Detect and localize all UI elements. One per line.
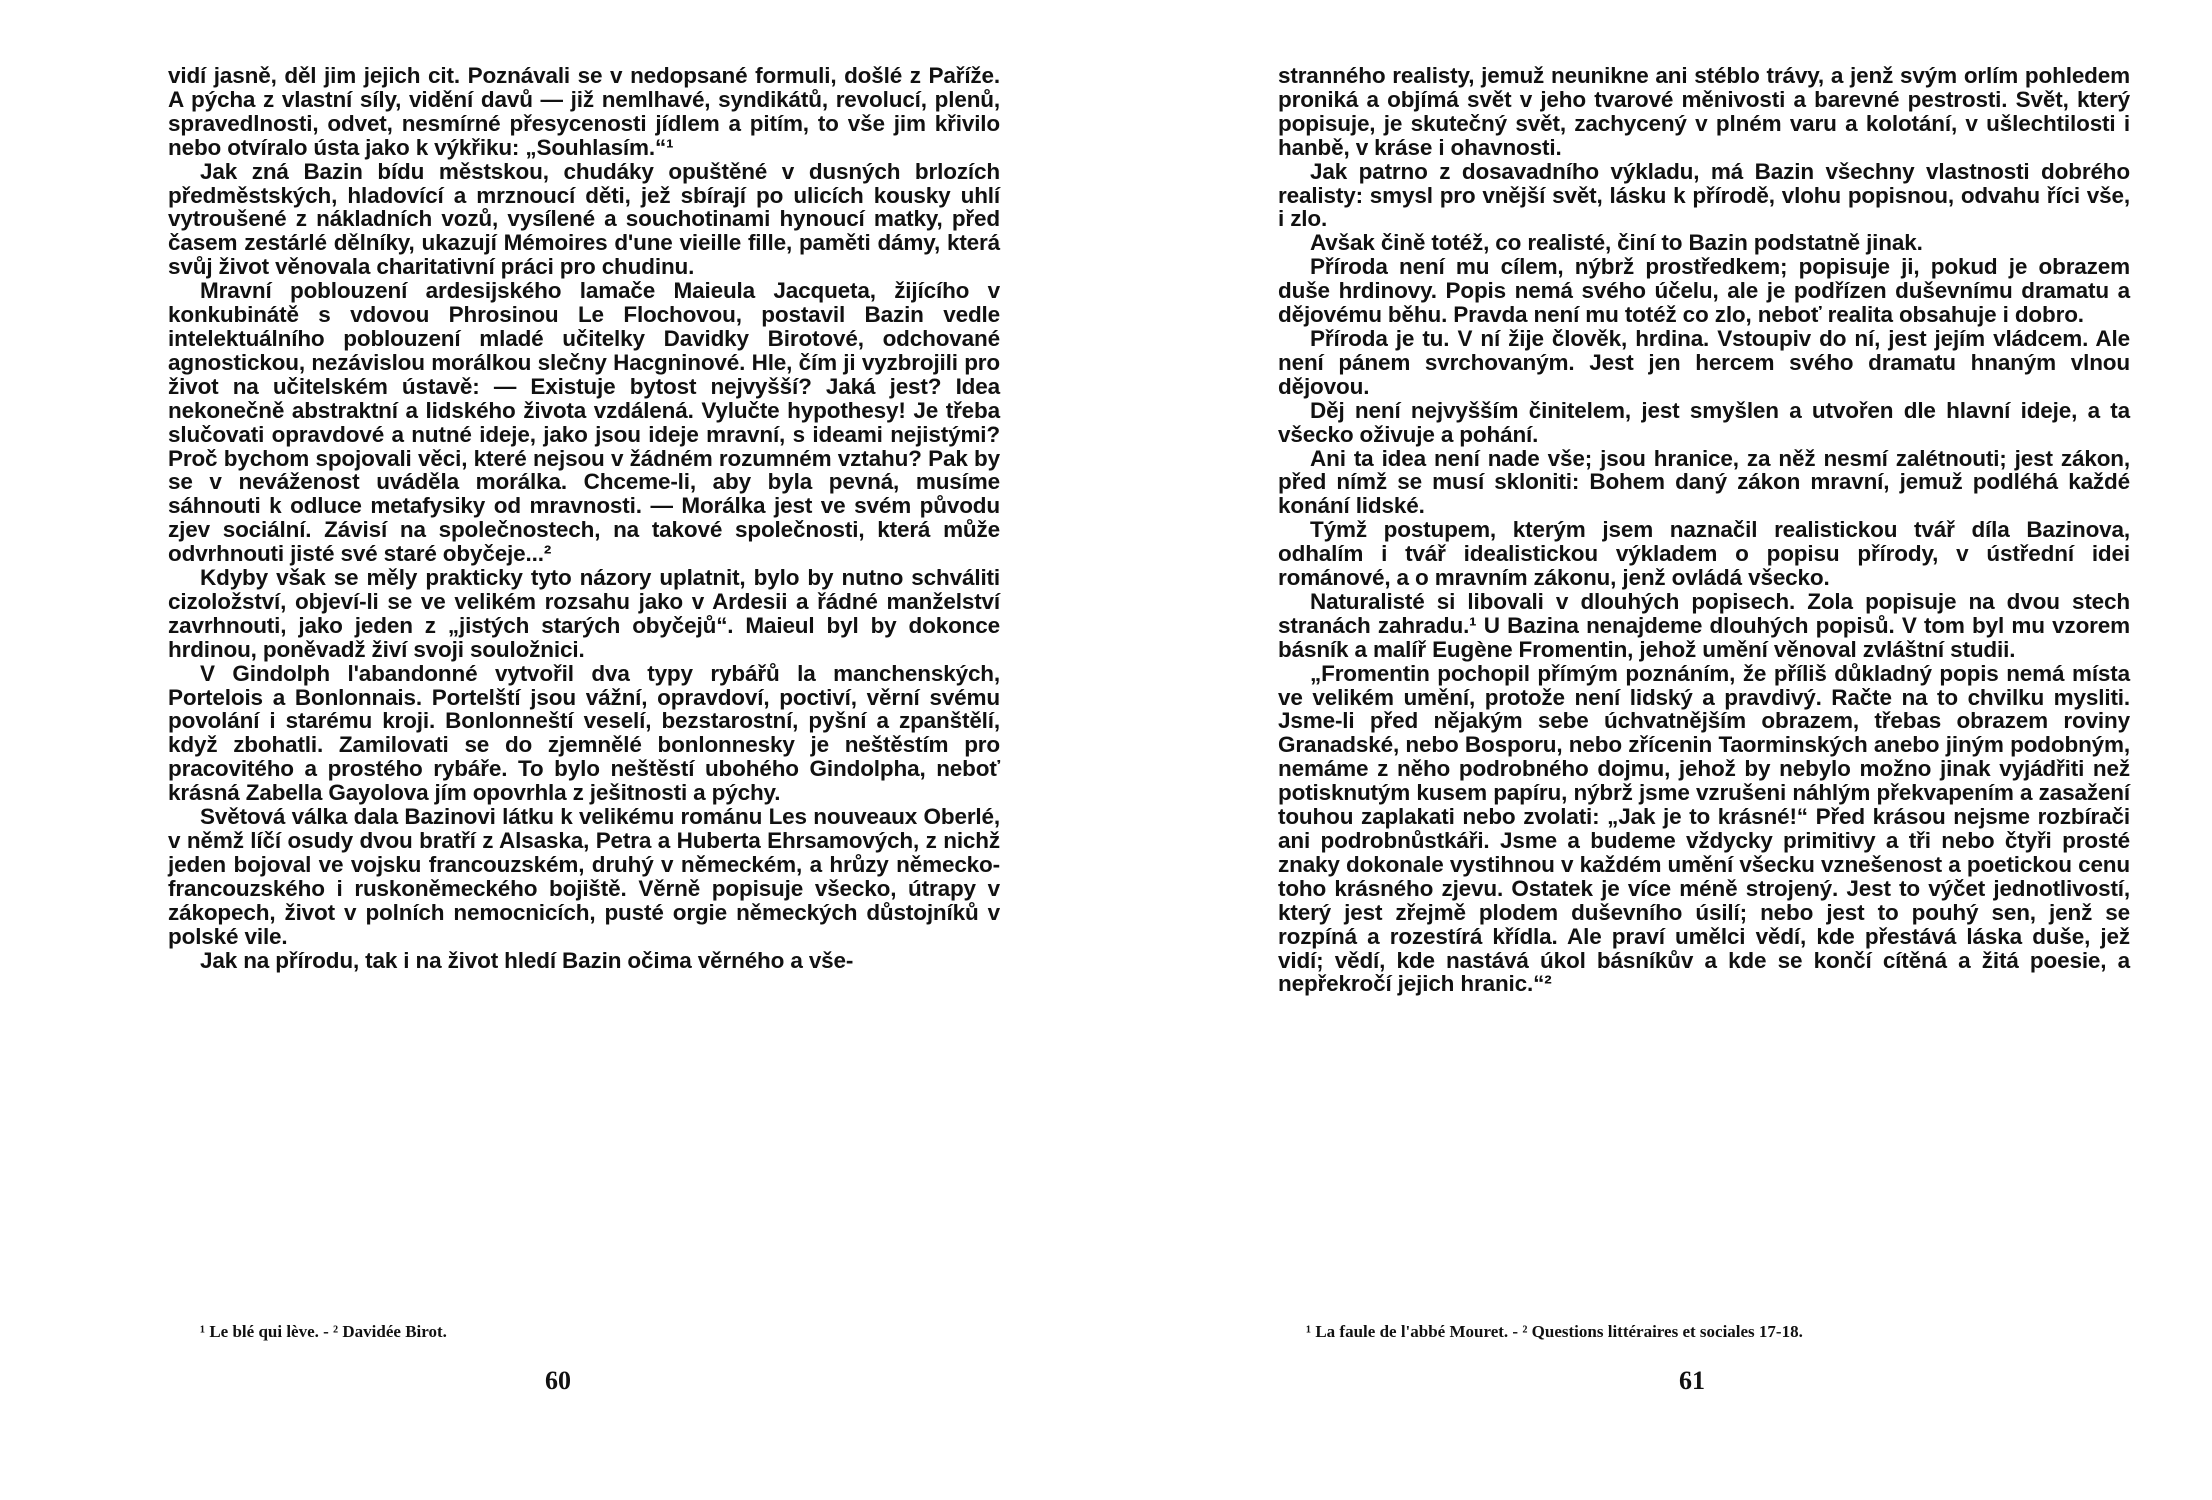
paragraph: „Fromentin pochopil přímým poznáním, že příliš důkladný popis nemá místa ve velikém umění, protože není lidský a pravdivý. Račte na to chvilku mysliti. Jsme-li před nějakým sebe úchvatnějším obrazem, třebas obrazem roviny Granadské, nebo Bosporu, nebo zřícenin Taorminských anebo jiným podobným, nemáme z něho podrobného dojmu, jehož by nebylo možno jinak vyjádřiti než potisknutým kusem papíru, nýbrž jsme vzrušeni náhlým překvapením a zasažení touhou zaplakati nebo zvolati: „Jak je to krásné!“ Před krásou nejsme rozbírači ani podrobnůstkáři. Jsme a budeme vždycky primitivy a tři nebo čtyři prosté znaky dokonale vystihnou v každém umění všecku vznešenost a poetickou cenu toho krásného zjevu. Ostatek je více méně strojený. Jest to výčet jednotlivostí, který jest zřejmě plodem duševního úsilí; nebo jest to pouhý sen, jenž se rozpíná a rozestírá křídla. Ale praví umělci vědí, kde přestává láska duše, jež vidí; vědí, kde nastává úkol básníkův a kde se končí cítěná a žitá poesie, a nepřekročí jejich hranic.“² bbox=[1278, 660, 2130, 997]
footnote: ¹ La faule de l'abbé Mouret. - ² Questions littéraires et sociales 17-18. bbox=[1306, 1322, 1803, 1341]
paragraph: Příroda není mu cílem, nýbrž prostředkem; popisuje ji, pokud je obrazem duše hrdinovy. Popis nemá svého účelu, ale je podřízen duševnímu dramatu a dějovému běhu. Pravda není mu totéž co zlo, neboť realita obsahuje i dobro. bbox=[1278, 254, 2130, 328]
paragraph: Děj není nejvyšším činitelem, jest smyšlen a utvořen dle hlavní ideje, a ta všecko oživuje a pohání. bbox=[1278, 397, 2130, 447]
paragraph: Příroda je tu. V ní žije člověk, hrdina. Vstoupiv do ní, jest jejím vládcem. Ale není pánem svrchovaným. Jest jen hercem svého dramatu hnaným vlnou dějovou. bbox=[1278, 325, 2130, 399]
right-page-text bbox=[1278, 64, 2130, 996]
paragraph: Mravní poblouzení ardesijského lamače Maieula Jacqueta, žijícího v konkubinátě s vdovou Phrosinou Le Flochovou, postavil Bazin vedle intelektuálního poblouzení mladé učitelky Davidky Birotové, odchované agnostickou, nezávislou morálkou slečny Hacgninové. Hle, čím ji vyzbrojili pro život na učitelském ústavě: — Existuje bytost nejvyšší? Jaká jest? Idea nekonečně abstraktní a lidského života vzdálená. Vylučte hypothesy! Je třeba slučovati opravdové a nutné ideje, jako jsou ideje mravní, s ideami nejistými? Proč bychom spojovali věci, které nejsou v žádném rozumném vztahu? Pak by se v neváženost uváděla morálka. Chceme-li, aby byla pevná, musíme sáhnouti k odluce metafysiky od mravnosti. — Morálka jest ve svém původu zjev sociální. Závisí na společnostech, na takové společnosti, která může odvrhnouti jisté své staré obyčeje...² bbox=[168, 278, 1000, 567]
paragraph: Ani ta idea není nade vše; jsou hranice, za něž nesmí zalétnouti; jest zákon, před nímž se musí skloniti: Bohem daný zákon mravní, jemuž podléhá každé konání lidské. bbox=[1278, 445, 2130, 519]
page-number: 61 bbox=[1679, 1366, 1705, 1395]
page-number: 60 bbox=[545, 1366, 571, 1395]
paragraph: Kdyby však se měly prakticky tyto názory uplatnit, bylo by nutno schváliti cizoložství, objeví-li se ve velikém rozsahu jako v Ardesii a řádné manželství zavrhnouti, jako jeden z „jistých starých obyčejů“. Maieul byl by dokonce hrdinou, poněvadž živí svoji souložnici. bbox=[168, 565, 1000, 662]
paragraph: Jak patrno z dosavadního výkladu, má Bazin všechny vlastnosti dobrého realisty: smysl pro vnější svět, lásku k přírodě, vlohu popisnou, odvahu říci vše, i zlo. bbox=[1278, 158, 2130, 232]
paragraph: Jak zná Bazin bídu městskou, chudáky opuštěné v dusných brlozích předměstských, hladovící a mrznoucí děti, jež sbírají po ulicích kousky uhlí vytroušené z nákladních vozů, vysílené a souchotinami hynoucí matky, před časem zestárlé dělníky, ukazují Mémoires d'une vieille fille, paměti dámy, která svůj život věnovala charitativní práci pro chudinu. bbox=[168, 158, 1000, 280]
left-page-text bbox=[168, 64, 1000, 972]
footnote: ¹ Le blé qui lève. - ² Davidée Birot. bbox=[200, 1322, 447, 1341]
paragraph: V Gindolph l'abandonné vytvořil dva typy rybářů la manchenských, Portelois a Bonlonnais. Portelští jsou vážní, opravdoví, poctiví, věrní svému povolání i starému kroji. Bonlonneští veselí, bezstarostní, pyšní a zpanštělí, když zbohatli. Zamilovati se do zjemnělé bonlonnesky je neštěstím pro pracovitého a prostého rybáře. To bylo neštěstí ubohého Gindolpha, neboť krásná Zabella Gayolova jím opovrhla z ješitnosti a pýchy. bbox=[168, 660, 1000, 806]
paragraph: Týmž postupem, kterým jsem naznačil realistickou tvář díla Bazinova, odhalím i tvář idealistickou výkladem o popisu přírody, v ústřední idei románové, a o mravním zákonu, jenž ovládá všecko. bbox=[1278, 517, 2130, 591]
paragraph: Světová válka dala Bazinovi látku k velikému románu Les nouveaux Oberlé, v němž líčí osudy dvou bratří z Alsaska, Petra a Huberta Ehrsamových, z nichž jeden bojoval ve vojsku francouzském, druhý v německém, a hrůzy německo-francouzského i ruskoněmeckého bojiště. Věrně popisuje všecko, útrapy v zákopech, život v polních nemocnicích, pusté orgie německých důstojníků v polské vile. bbox=[168, 804, 1000, 949]
paragraph: vidí jasně, děl jim jejich cit. Poznávali se v nedopsané formuli, došlé z Paříže. A pýcha z vlastní síly, vidění davů — již nemlhavé, syndikátů, revolucí, plenů, spravedlnosti, odvet, nesmírné přesycenosti jídlem a pitím, to vše jim křivilo nebo otvíralo ústa jako k výkřiku: „Souhlasím.“¹ bbox=[168, 63, 1000, 160]
paragraph: Avšak čině totéž, co realisté, činí to Bazin podstatně jinak. bbox=[1310, 230, 1923, 256]
right-page bbox=[1106, 0, 2212, 1500]
paragraph: Jak na přírodu, tak i na život hledí Bazin očima věrného a vše- bbox=[200, 947, 854, 973]
paragraph: Naturalisté si libovali v dlouhých popisech. Zola popisuje na dvou stech stranách zahradu.¹ U Bazina nenajdeme dlouhých popisů. V tom byl mu vzorem básník a malíř Eugène Fromentin, jehož umění věnoval zvláštní studii. bbox=[1278, 588, 2130, 662]
paragraph: stranného realisty, jemuž neunikne ani stéblo trávy, a jenž svým orlím pohledem proniká a objímá svět v jeho tvarové měnivosti a barevné pestrosti. Svět, který popisuje, je skutečný svět, zachycený v plném varu a kolotání, v ušlechtilosti i hanbě, v kráse i ohavnosti. bbox=[1278, 63, 2130, 160]
